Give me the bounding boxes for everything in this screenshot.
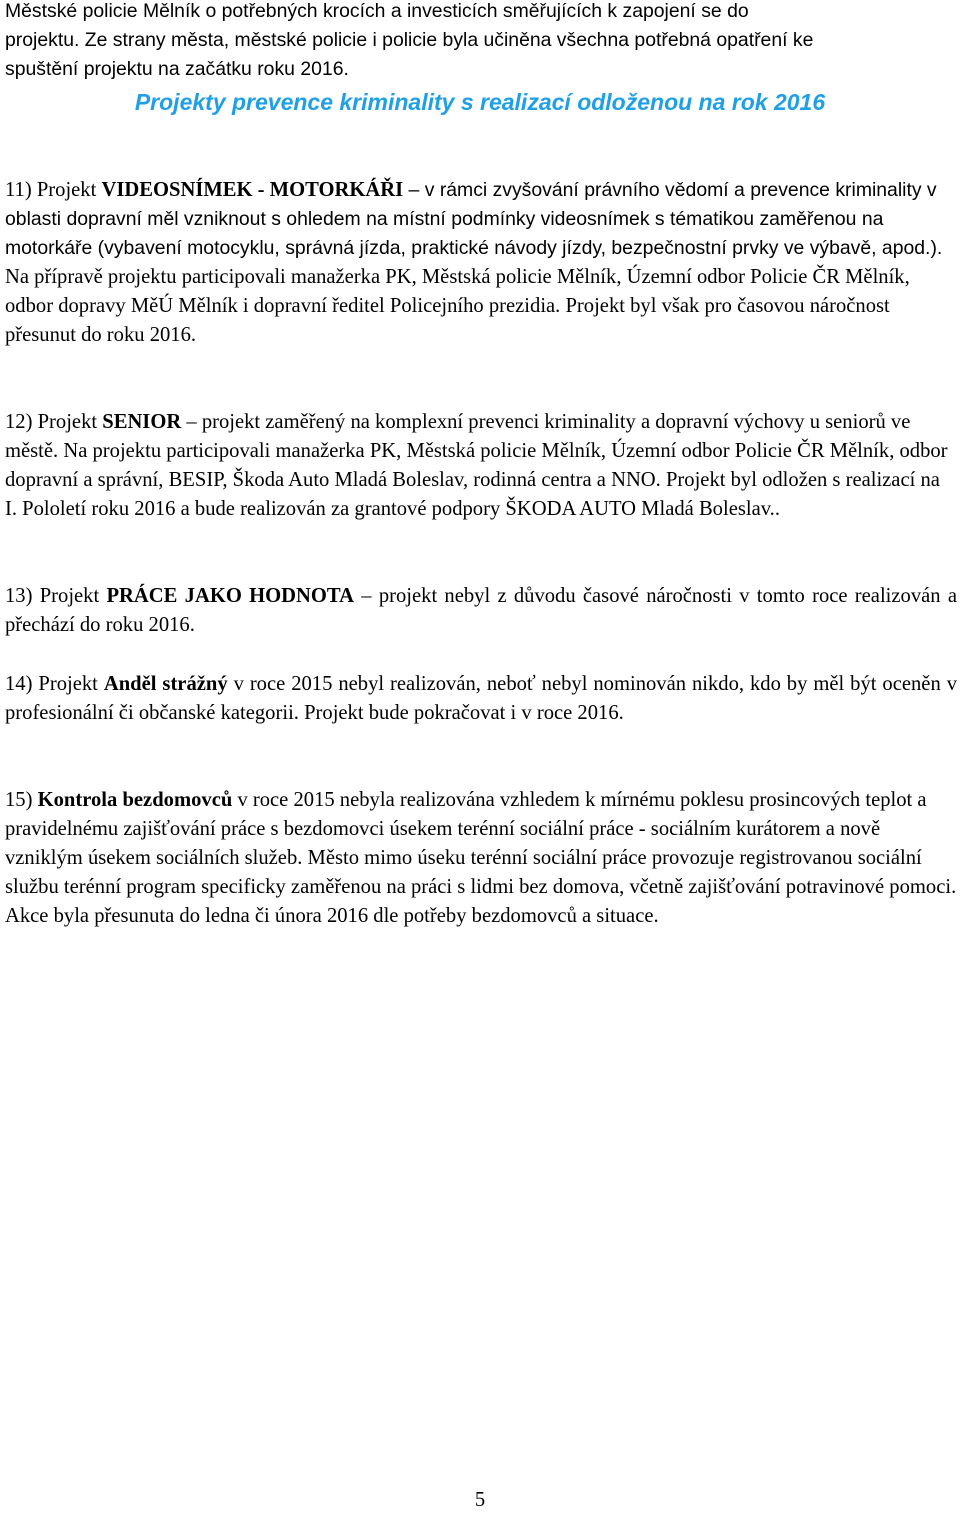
item-number: 11) Projekt [5, 179, 102, 201]
project-description: v roce 2015 nebyl realizován, neboť nebyl nominován nikdo, kdo by měl být oceněn v profesionální či občanské kategorii. Projekt bude pokračovat i v roce 2016. [5, 673, 957, 724]
item-number: 12) Projekt [5, 411, 103, 433]
project-item-11 [5, 176, 957, 350]
intro-line-1: Městské policie Mělník o potřebných krocích a investicích směřujících k zapojení se do [5, 0, 749, 22]
project-name: Anděl strážný [103, 673, 228, 695]
intro-line-2: projektu. Ze strany města, městské policie i policie byla učiněna všechna potřebná opatření ke [5, 29, 814, 51]
page-number: 5 [474, 1489, 486, 1511]
item-number: 15) [5, 789, 38, 811]
project-item-12 [5, 408, 957, 524]
project-description: – v rámci zvyšování právního vědomí a prevence kriminality v oblasti dopravní měl vzniknout s ohledem na místní podmínky videosnímek s tématikou zaměřenou na motorkáře (vybavení motocyklu, správná jízda, praktické návody jízdy, bezpečnostní prvky ve výbavě, apod.). [5, 179, 943, 259]
project-description: – projekt zaměřený na komplexní prevenci kriminality a dopravní výchovy u seniorů ve městě. [5, 411, 911, 462]
intro-paragraph [5, 0, 957, 84]
section-heading: Projekty prevence kriminality s realizací odloženou na rok 2016 [134, 89, 826, 115]
project-item-13 [5, 582, 957, 640]
project-item-14 [5, 670, 957, 728]
item-number: 13) Projekt [5, 585, 107, 607]
project-name: PRÁCE JAKO HODNOTA [106, 585, 355, 607]
project-name: SENIOR [102, 411, 182, 433]
intro-line-3: spuštění projektu na začátku roku 2016. [5, 58, 349, 80]
project-item-15 [5, 786, 957, 931]
project-name: VIDEOSNÍMEK - MOTORKÁŘI [101, 179, 404, 201]
project-description: v roce 2015 nebyla realizována vzhledem k mírnému poklesu prosincových teplot a pravidelnému zajišťování práce s bezdomovci úsekem terénní sociální práce - sociálním kurátorem a nově vzniklým úsekem sociálních služeb. Město mimo úseku terénní sociální práce provozuje registrovanou sociální službu terénní program specificky zaměřenou na práci s lidmi bez domova, včetně zajišťování potravinové pomoci. Akce byla přesunuta do ledna či února 2016 dle potřeby bezdomovců a situace. [5, 789, 957, 927]
item-number: 14) Projekt [5, 673, 104, 695]
project-name: Kontrola bezdomovců [37, 789, 233, 811]
project-description: – projekt nebyl z důvodu časové náročnosti v tomto roce realizován a přechází do roku 2016. [5, 585, 957, 636]
project-participants: Na přípravě projektu participovali manažerka PK, Městská policie Mělník, Územní odbor Policie ČR Mělník, odbor dopravy MěÚ Mělník i dopravní ředitel Policejního prezidia. Projekt byl však pro časovou náročnost přesunut do roku 2016. [5, 266, 910, 346]
project-participants: Na projektu participovali manažerka PK, Městská policie Mělník, Územní odbor Policie ČR Mělník, odbor dopravní a správní, BESIP, Škoda Auto Mladá Boleslav, rodinná centra a NNO. Projekt byl odložen s realizací na I. Pololetí roku 2016 a bude realizován za grantové podpory ŠKODA AUTO Mladá Boleslav.. [5, 440, 948, 520]
